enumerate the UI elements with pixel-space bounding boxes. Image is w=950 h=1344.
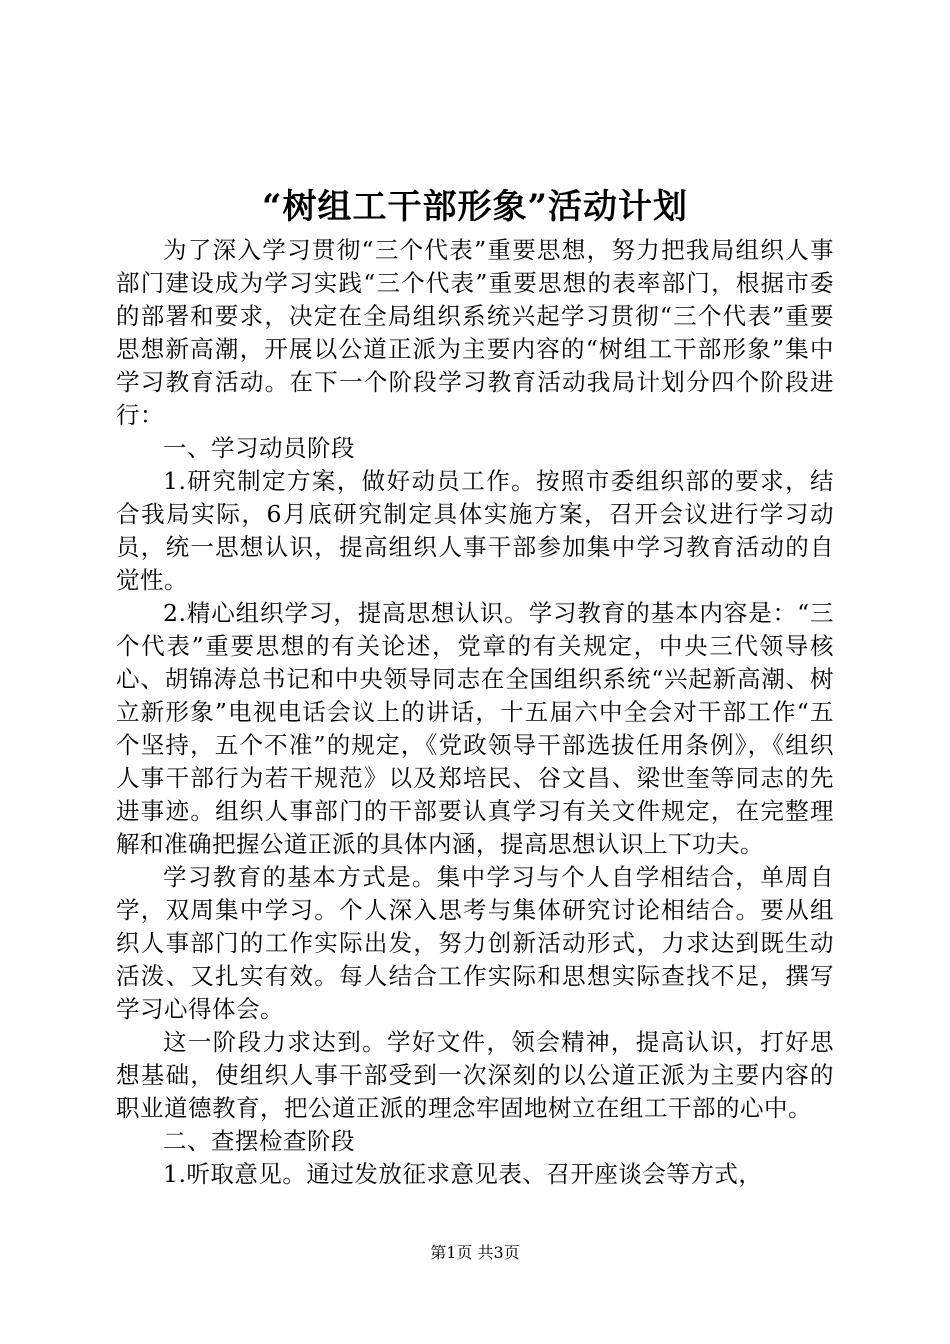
paragraph-intro: 为了深入学习贯彻“三个代表”重要思想，努力把我局组织人事部门建设成为学习实践“三个代表”重要思想的表率部门，根据市委的部署和要求，决定在全局组织系统兴起学习贯彻“三个代表”重要思想新高潮，开展以公道正派为主要内容的“树组工干部形象”集中学习教育活动。在下一个阶段学习教育活动我局计划分四个阶段进行：	[116, 236, 834, 429]
document-body	[116, 234, 834, 1191]
paragraph-item-1-2: 2.精心组织学习，提高思想认识。学习教育的基本内容是：“三个代表”重要思想的有关论述，党章的有关规定，中央三代领导核心、胡锦涛总书记和中央领导同志在全国组织系统“兴起新高潮、树立新形象”电视电话会议上的讲话，十五届六中全会对干部工作“五个坚持，五个不准”的规定，《党政领导干部选拔任用条例》，《组织人事干部行为若干规范》以及郑培民、谷文昌、梁世奎等同志的先进事迹。组织人事部门的干部要认真学习有关文件规定，在完整理解和准确把握公道正派的具体内涵，提高思想认识上下功夫。	[116, 599, 834, 858]
paragraph-stage-goal: 这一阶段力求达到。学好文件，领会精神，提高认识，打好思想基础，使组织人事干部受到一次深刻的以公道正派为主要内容的职业道德教育，把公道正派的理念牢固地树立在组工干部的心中。	[116, 1028, 834, 1122]
document-title: “树组工干部形象”活动计划	[261, 187, 689, 227]
section-heading-2: 二、查摆检查阶段	[163, 1127, 355, 1155]
section-heading-1: 一、学习动员阶段	[163, 434, 355, 462]
paragraph-study-method: 学习教育的基本方式是。集中学习与个人自学相结合，单周自学，双周集中学习。个人深入思考与集体研究讨论相结合。要从组织人事部门的工作实际出发，努力创新活动形式，力求达到既生动活泼、又扎实有效。每人结合工作实际和思想实际查找不足，撰写学习心得体会。	[116, 863, 834, 1023]
paragraph-item-1-1: 1.研究制定方案，做好动员工作。按照市委组织部的要求，结合我局实际，6月底研究制定具体实施方案，召开会议进行学习动员，统一思想认识，提高组织人事干部参加集中学习教育活动的自觉性。	[116, 467, 834, 594]
paragraph-item-2-1: 1.听取意见。通过发放征求意见表、召开座谈会等方式，	[163, 1160, 763, 1188]
page-footer: 第1页 共3页	[430, 1243, 520, 1262]
